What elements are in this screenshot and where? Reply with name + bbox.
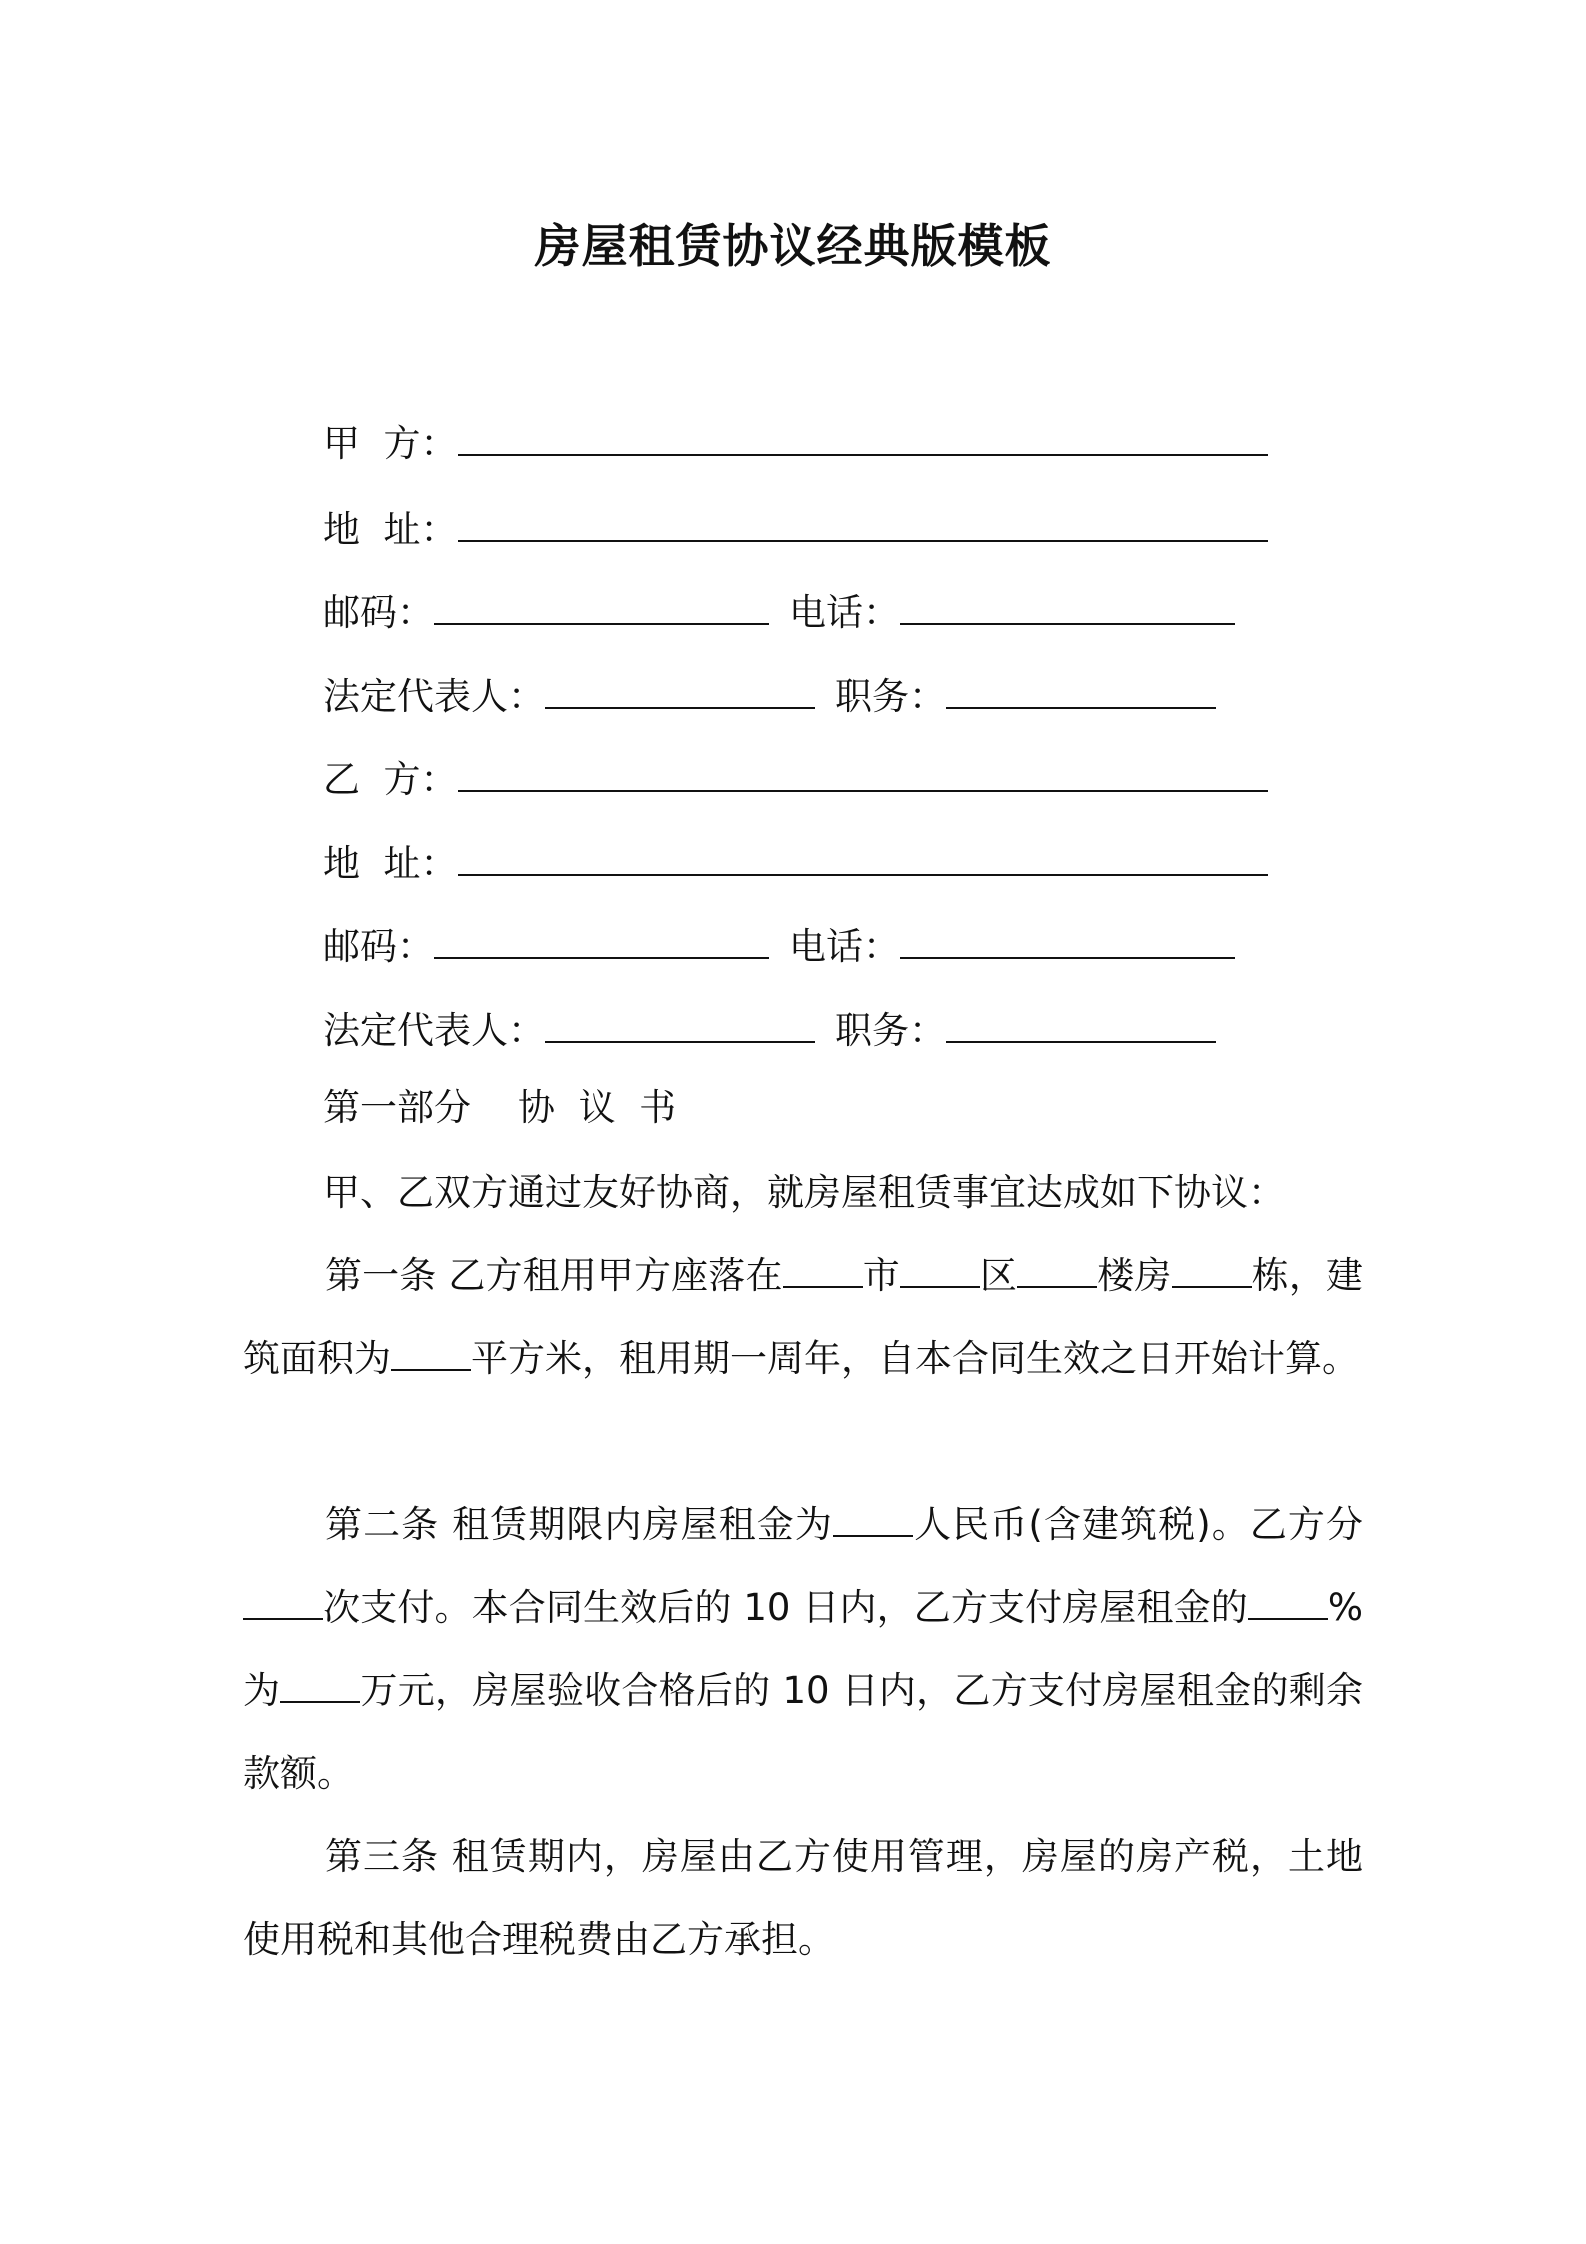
party-b-address-label: 地 址： — [323, 842, 458, 885]
party-b-name-row — [323, 752, 1268, 806]
party-a-address-label: 地 址： — [323, 508, 458, 551]
party-a-postcode-blank — [434, 585, 769, 625]
party-b-phone-blank — [900, 919, 1235, 959]
intro-paragraph: 甲、乙双方通过友好协商，就房屋租赁事宜达成如下协议： — [323, 1171, 1285, 1214]
article-3: 第三条 租赁期内，房屋由乙方使用管理，房屋的房产税，土地使用税和其他合理税费由乙方承担。 — [243, 1835, 1363, 1961]
party-b-contact-row — [323, 919, 1235, 973]
party-b-address-row — [323, 836, 1268, 890]
party-b-postcode-blank — [434, 919, 769, 959]
party-a-address-row — [323, 502, 1268, 556]
blank-district — [900, 1256, 980, 1288]
article-1-text-3: 区 — [979, 1254, 1018, 1297]
party-a-rep-blank — [545, 669, 815, 709]
party-b-rep-blank — [545, 1003, 815, 1043]
party-b-postcode-label: 邮码： — [323, 925, 434, 968]
party-a-name-label: 甲 方： — [323, 422, 458, 465]
article-2-text-3: 次支付。本合同生效后的 10 日内，乙方支付房屋租金的 — [323, 1586, 1248, 1629]
article-2-text-2: 人民币(含建筑税)。乙方分 — [912, 1503, 1363, 1546]
party-b-address-blank — [458, 836, 1268, 876]
party-a-rep-label: 法定代表人： — [323, 675, 545, 718]
party-b-rep-label: 法定代表人： — [323, 1009, 545, 1052]
party-b-position-label: 职务： — [835, 1009, 946, 1052]
party-a-position-label: 职务： — [835, 675, 946, 718]
blank-city — [783, 1256, 863, 1288]
article-2-text-4: %为 — [243, 1586, 1363, 1712]
party-a-phone-label: 电话： — [789, 591, 900, 634]
blank-amount — [280, 1671, 360, 1703]
blank-building — [1017, 1256, 1097, 1288]
party-a-address-blank — [458, 502, 1268, 542]
party-b-position-blank — [946, 1003, 1216, 1043]
blank-installments — [243, 1588, 323, 1620]
article-2-text-1: 第二条 租赁期限内房屋租金为 — [325, 1503, 833, 1546]
party-a-phone-blank — [900, 585, 1235, 625]
party-b-phone-label: 电话： — [789, 925, 900, 968]
blank-rent — [833, 1505, 913, 1537]
article-2-text-5: 万元，房屋验收合格后的 10 日内，乙方支付房屋租金的剩余款额。 — [243, 1669, 1363, 1795]
blank-area — [391, 1339, 471, 1371]
party-a-name-blank — [458, 416, 1268, 456]
article-1-text-4: 楼房 — [1097, 1254, 1172, 1297]
party-a-name-row — [323, 416, 1268, 470]
blank-percent — [1248, 1588, 1328, 1620]
article-1-text-1: 第一条 乙方租用甲方座落在 — [325, 1254, 783, 1297]
party-a-rep-row — [323, 669, 1216, 723]
party-a-position-blank — [946, 669, 1216, 709]
party-b-name-label: 乙 方： — [323, 758, 458, 801]
page-title: 房屋租赁协议经典版模板 — [534, 219, 1052, 273]
party-b-rep-row — [323, 1003, 1216, 1057]
article-1-text-6: 平方米，租用期一周年，自本合同生效之日开始计算。 — [471, 1337, 1359, 1380]
blank-block — [1172, 1256, 1252, 1288]
article-1-text-5: 栋，建筑面积为 — [243, 1254, 1363, 1380]
article-1 — [243, 1234, 1363, 1400]
part-one-heading: 第一部分 协 议 书 — [323, 1086, 677, 1129]
article-1-text-2: 市 — [862, 1254, 900, 1297]
party-a-postcode-label: 邮码： — [323, 591, 434, 634]
article-2 — [243, 1483, 1363, 1815]
party-b-name-blank — [458, 752, 1268, 792]
party-a-contact-row — [323, 585, 1235, 639]
